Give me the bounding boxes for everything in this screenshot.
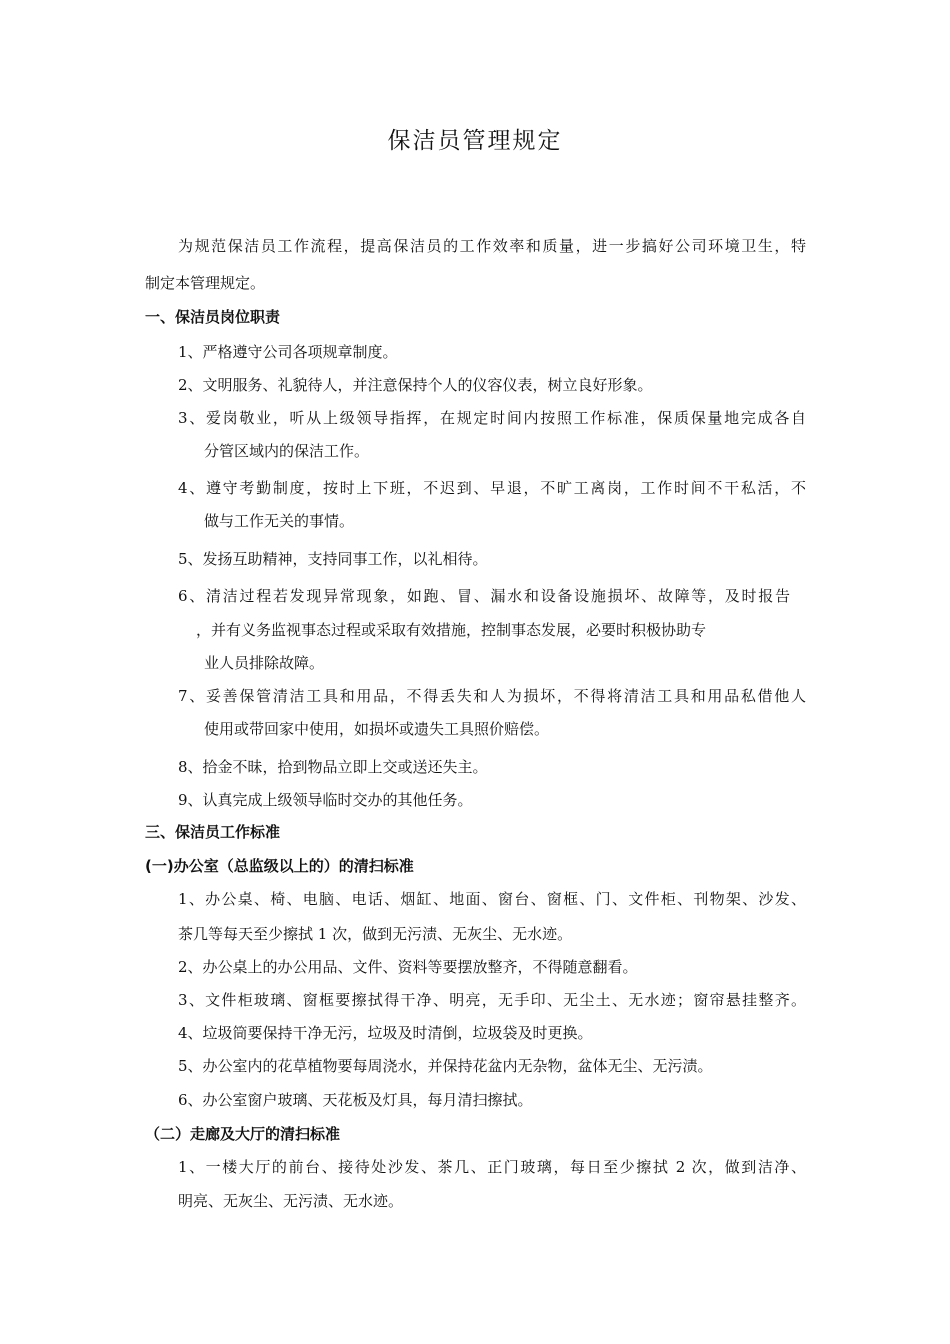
list-item: 2、文明服务、礼貌待人，并注意保持个人的仪容仪表，树立良好形象。 xyxy=(178,376,653,394)
list-item-continuation: 业人员排除故障。 xyxy=(204,654,325,672)
list-item: 1、办公桌、椅、电脑、电话、烟缸、地面、窗台、窗框、门、文件柜、刊物架、沙发、 xyxy=(178,890,806,908)
list-item: 6、清洁过程若发现异常现象，如跑、冒、漏水和设备设施损坏、故障等，及时报告 xyxy=(178,587,790,605)
list-item-continuation: 使用或带回家中使用，如损坏或遗失工具照价赔偿。 xyxy=(204,720,550,738)
list-item: 1、一楼大厅的前台、接待处沙发、茶几、正门玻璃，每日至少擦拭 2 次，做到洁净、 xyxy=(178,1158,806,1176)
list-item: 1、严格遵守公司各项规章制度。 xyxy=(178,343,398,361)
subsection-heading-office: (一)办公室（总监级以上的）的清扫标准 xyxy=(145,857,414,875)
list-item: 5、发扬互助精神，支持同事工作，以礼相待。 xyxy=(178,550,488,568)
document-title: 保洁员管理规定 xyxy=(387,128,563,154)
subsection-heading-corridor: （二）走廊及大厅的清扫标准 xyxy=(145,1125,341,1143)
list-item: 6、办公室窗户玻璃、天花板及灯具，每月清扫擦拭。 xyxy=(178,1091,533,1109)
list-item: 5、办公室内的花草植物要每周浇水，并保持花盆内无杂物，盆体无尘、无污渍。 xyxy=(178,1057,713,1075)
list-item: 4、遵守考勤制度，按时上下班，不迟到、早退，不旷工离岗，工作时间不干私活，不 xyxy=(178,479,806,497)
list-item: 3、文件柜玻璃、窗框要擦拭得干净、明亮，无手印、无尘土、无水迹；窗帘悬挂整齐。 xyxy=(178,991,806,1009)
section-heading-duties: 一、保洁员岗位职责 xyxy=(145,308,281,326)
list-item: 9、认真完成上级领导临时交办的其他任务。 xyxy=(178,791,473,809)
list-item: 3、爱岗敬业，听从上级领导指挥，在规定时间内按照工作标准，保质保量地完成各自 xyxy=(178,409,806,427)
list-item-continuation: 做与工作无关的事情。 xyxy=(204,512,355,530)
section-heading-standards: 三、保洁员工作标准 xyxy=(145,823,281,841)
intro-line-2: 制定本管理规定。 xyxy=(145,274,266,292)
list-item: 2、办公桌上的办公用品、文件、资料等要摆放整齐，不得随意翻看。 xyxy=(178,958,638,976)
intro-line-1: 为规范保洁员工作流程，提高保洁员的工作效率和质量，进一步搞好公司环境卫生，特 xyxy=(178,237,806,255)
list-item: 8、拾金不昧，拾到物品立即上交或送还失主。 xyxy=(178,758,488,776)
list-item-continuation: 茶几等每天至少擦拭 1 次，做到无污渍、无灰尘、无水迹。 xyxy=(178,925,573,943)
list-item-continuation: 分管区域内的保洁工作。 xyxy=(204,442,370,460)
list-item-continuation: ，并有义务监视事态过程或采取有效措施，控制事态发展，必要时积极协助专 xyxy=(196,621,707,639)
list-item: 7、妥善保管清洁工具和用品，不得丢失和人为损坏，不得将清洁工具和用品私借他人 xyxy=(178,687,806,705)
list-item: 4、垃圾筒要保持干净无污，垃圾及时清倒，垃圾袋及时更换。 xyxy=(178,1024,593,1042)
list-item-continuation: 明亮、无灰尘、无污渍、无水迹。 xyxy=(178,1192,404,1210)
